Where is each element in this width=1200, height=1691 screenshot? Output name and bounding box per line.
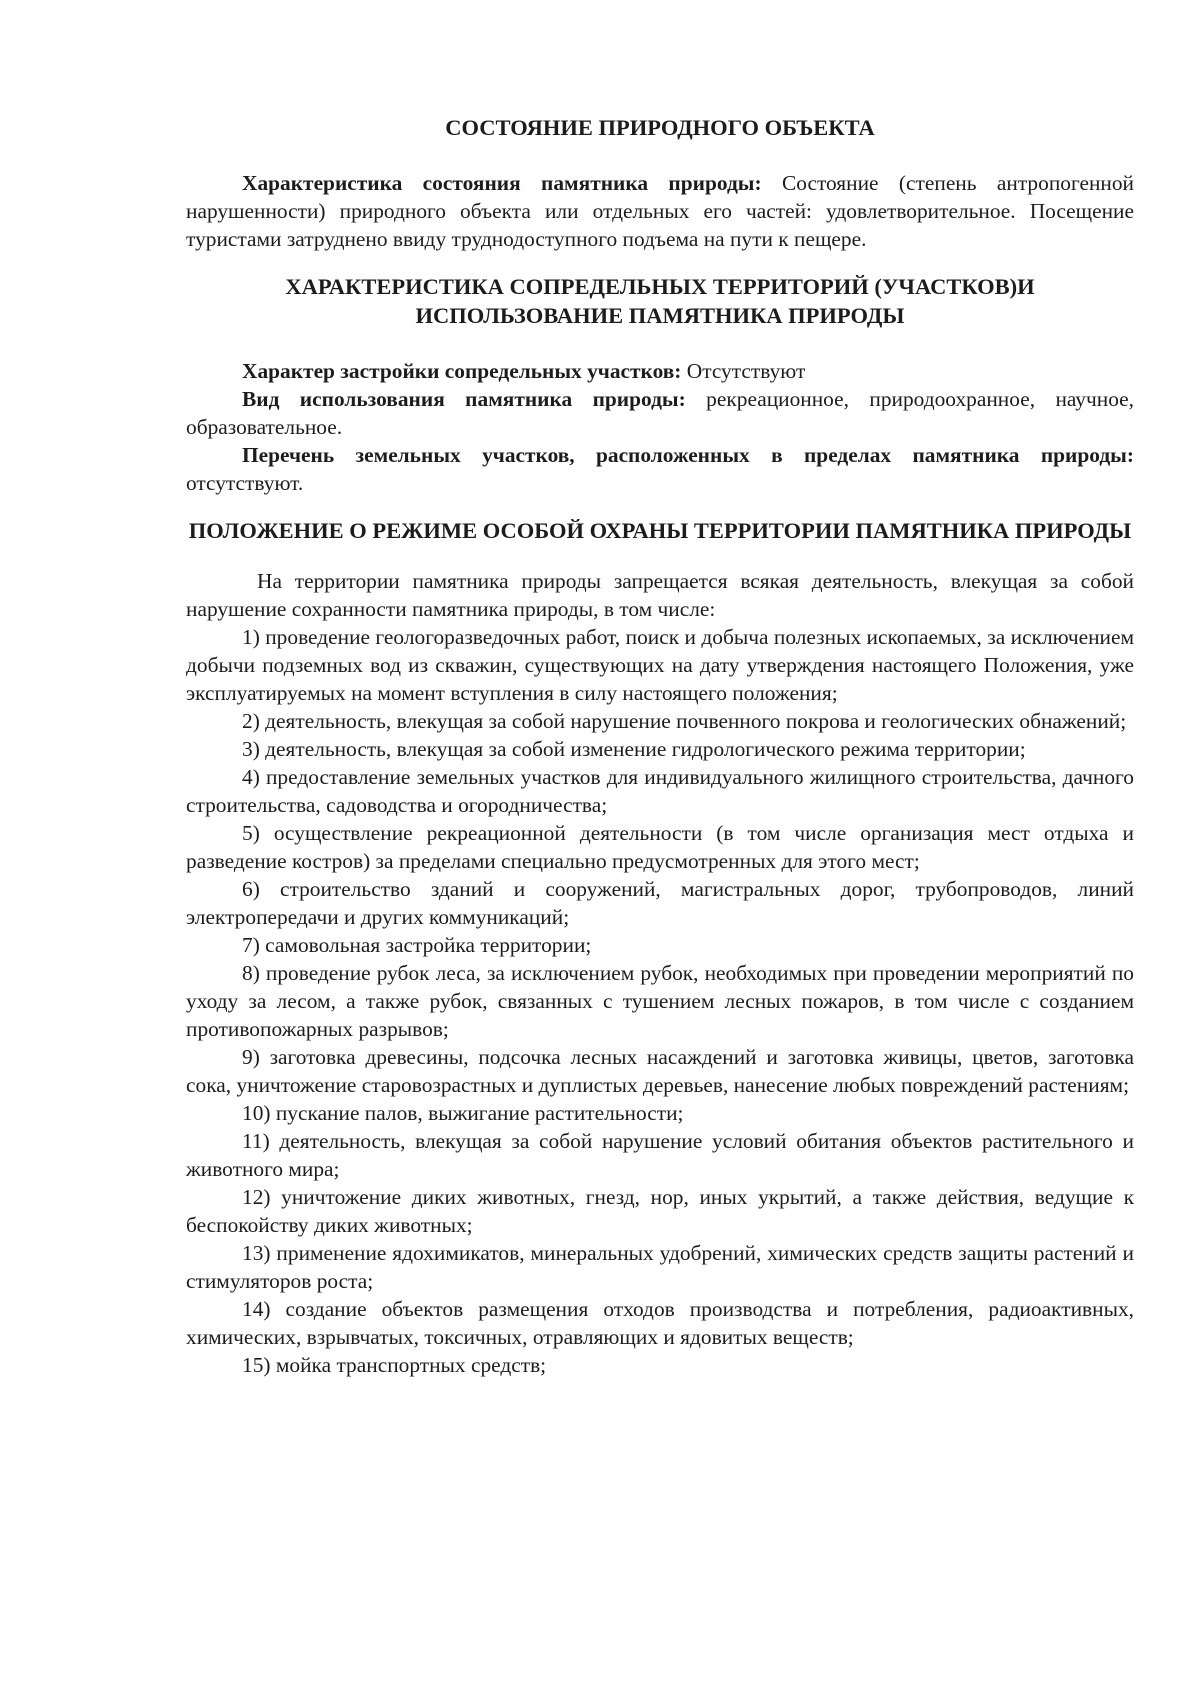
field-value: отсутствуют. [186, 471, 304, 495]
section-natural-object-state [186, 113, 1134, 253]
field-label: Перечень земельных участков, расположенных в пределах памятника природы: [242, 443, 1134, 467]
section-title: ХАРАКТЕРИСТИКА СОПРЕДЕЛЬНЫХ ТЕРРИТОРИЙ (УЧАСТКОВ)И ИСПОЛЬЗОВАНИЕ ПАМЯТНИКА ПРИРОДЫ [285, 274, 1035, 328]
list-item: 6) строительство зданий и сооружений, магистральных дорог, трубопроводов, линий электропередачи и других коммуникаций; [186, 877, 1134, 929]
field-usage [186, 385, 1134, 441]
list-item: 3) деятельность, влекущая за собой изменение гидрологического режима территории; [242, 737, 1026, 761]
list-item: 8) проведение рубок леса, за исключением рубок, необходимых при проведении мероприятий по уходу за лесом, а также рубок, связанных с тушением лесных пожаров, в том числе с созданием противопожарных разрывов; [186, 961, 1134, 1041]
regime-intro: На территории памятника природы запрещается всякая деятельность, влекущая за собой нарушение сохранности памятника природы, в том числе: [186, 569, 1134, 621]
field-value: рекреационное, природоохранное, научное, образовательное. [186, 387, 1135, 439]
field-label: Вид использования памятника природы: [242, 387, 686, 411]
list-item: 1) проведение геологоразведочных работ, поиск и добыча полезных ископаемых, за исключением добычи подземных вод из скважин, существующих на дату утверждения настоящего Положения, уже эксплуатируемых на момент вступления в силу настоящего положения; [186, 625, 1134, 705]
list-item: 13) применение ядохимикатов, минеральных удобрений, химических средств защиты растений и стимуляторов роста; [186, 1241, 1134, 1293]
list-item: 11) деятельность, влекущая за собой нарушение условий обитания объектов растительного и животного мира; [186, 1129, 1134, 1181]
field-value: Отсутствуют [681, 359, 806, 383]
prohibitions-list [186, 623, 1134, 1379]
list-item: 12) уничтожение диких животных, гнезд, нор, иных укрытий, а также действия, ведущие к беспокойству диких животных; [186, 1185, 1134, 1237]
section-title: СОСТОЯНИЕ ПРИРОДНОГО ОБЪЕКТА [445, 115, 875, 140]
field-land-plots [186, 441, 1134, 497]
list-item: 5) осуществление рекреационной деятельности (в том числе организация мест отдыха и разведение костров) за пределами специально предусмотренных для этого мест; [186, 821, 1134, 873]
list-item: 14) создание объектов размещения отходов производства и потребления, радиоактивных, химических, взрывчатых, токсичных, отравляющих и ядовитых веществ; [186, 1297, 1134, 1349]
list-item: 10) пускание палов, выжигание растительности; [242, 1101, 684, 1125]
state-label: Характеристика состояния памятника природы: [242, 171, 762, 195]
list-item: 4) предоставление земельных участков для индивидуального жилищного строительства, дачного строительства, садоводства и огородничества; [186, 765, 1134, 817]
list-item: 15) мойка транспортных средств; [242, 1353, 547, 1377]
field-development [186, 357, 1134, 385]
section-adjacent-territories [186, 272, 1134, 497]
section-title: ПОЛОЖЕНИЕ О РЕЖИМЕ ОСОБОЙ ОХРАНЫ ТЕРРИТОРИИ ПАМЯТНИКА ПРИРОДЫ [188, 518, 1132, 543]
list-item: 7) самовольная застройка территории; [242, 933, 592, 957]
state-paragraph [186, 169, 1134, 253]
document-page [186, 113, 1134, 1379]
field-label: Характер застройки сопредельных участков: [242, 359, 682, 383]
list-item: 2) деятельность, влекущая за собой нарушение почвенного покрова и геологических обнажений; [242, 709, 1127, 733]
section-protection-regime [186, 516, 1134, 1379]
list-item: 9) заготовка древесины, подсочка лесных насаждений и заготовка живицы, цветов, заготовка сока, уничтожение старовозрастных и дуплистых деревьев, нанесение любых повреждений растениям; [186, 1045, 1134, 1097]
state-text: Состояние (степень антропогенной нарушенности) природного объекта или отдельных его частей: удовлетворительное. Посещение туристами затруднено ввиду труднодоступного подъема на пути к пещере. [186, 171, 1134, 251]
